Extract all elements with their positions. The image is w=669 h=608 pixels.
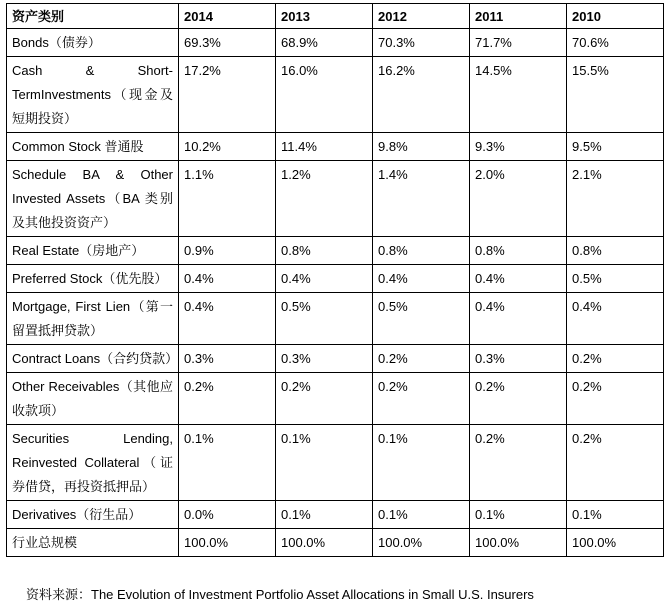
value-cell: 0.8% — [276, 237, 373, 265]
value-cell: 0.0% — [179, 501, 276, 529]
value-cell: 70.3% — [373, 29, 470, 57]
value-cell: 0.5% — [567, 265, 664, 293]
header-year: 2010 — [567, 4, 664, 29]
value-cell: 0.3% — [276, 345, 373, 373]
value-cell: 15.5% — [567, 57, 664, 133]
value-cell: 0.1% — [567, 501, 664, 529]
value-cell: 0.1% — [276, 501, 373, 529]
value-cell: 0.4% — [276, 265, 373, 293]
value-cell: 0.1% — [276, 425, 373, 501]
value-cell: 9.8% — [373, 133, 470, 161]
value-cell: 0.4% — [470, 265, 567, 293]
value-cell: 1.4% — [373, 161, 470, 237]
value-cell: 11.4% — [276, 133, 373, 161]
asset-class-label: Securities Lending, Reinvested Collateral（证券借贷，再投资抵押品） — [7, 425, 179, 501]
table-row — [7, 501, 664, 529]
header-asset-class: 资产类别 — [7, 4, 179, 29]
table-row — [7, 237, 664, 265]
table-row — [7, 293, 664, 345]
asset-class-label: Bonds（债券） — [7, 29, 179, 57]
value-cell: 0.2% — [470, 425, 567, 501]
value-cell: 9.5% — [567, 133, 664, 161]
value-cell: 0.4% — [179, 293, 276, 345]
table-row — [7, 29, 664, 57]
value-cell: 71.7% — [470, 29, 567, 57]
asset-class-label: Derivatives（衍生品） — [7, 501, 179, 529]
header-year: 2013 — [276, 4, 373, 29]
value-cell: 0.5% — [373, 293, 470, 345]
value-cell: 16.2% — [373, 57, 470, 133]
value-cell: 0.2% — [567, 373, 664, 425]
total-label: 行业总规模 — [7, 529, 179, 557]
total-value-cell: 100.0% — [567, 529, 664, 557]
asset-class-label: Contract Loans（合约贷款） — [7, 345, 179, 373]
value-cell: 68.9% — [276, 29, 373, 57]
table-row — [7, 345, 664, 373]
source-note: 资料来源：The Evolution of Investment Portfolio Asset Allocations in Small U.S. Insurers — [26, 587, 534, 602]
value-cell: 2.1% — [567, 161, 664, 237]
value-cell: 0.2% — [179, 373, 276, 425]
value-cell: 0.1% — [373, 501, 470, 529]
value-cell: 0.1% — [373, 425, 470, 501]
value-cell: 0.8% — [567, 237, 664, 265]
asset-class-label: Real Estate（房地产） — [7, 237, 179, 265]
value-cell: 0.4% — [470, 293, 567, 345]
value-cell: 0.5% — [276, 293, 373, 345]
asset-allocation-table — [6, 3, 664, 557]
total-value-cell: 100.0% — [470, 529, 567, 557]
value-cell: 0.8% — [373, 237, 470, 265]
value-cell: 0.2% — [470, 373, 567, 425]
value-cell: 0.3% — [470, 345, 567, 373]
total-row — [7, 529, 664, 557]
value-cell: 0.2% — [373, 345, 470, 373]
table-row — [7, 161, 664, 237]
value-cell: 0.1% — [179, 425, 276, 501]
table-row — [7, 425, 664, 501]
asset-class-label: Cash & Short-TermInvestments（现金及短期投资） — [7, 57, 179, 133]
header-row — [7, 4, 664, 29]
value-cell: 0.3% — [179, 345, 276, 373]
value-cell: 0.4% — [373, 265, 470, 293]
value-cell: 0.2% — [276, 373, 373, 425]
table-row — [7, 373, 664, 425]
value-cell: 0.8% — [470, 237, 567, 265]
value-cell: 70.6% — [567, 29, 664, 57]
asset-class-label: Preferred Stock（优先股） — [7, 265, 179, 293]
value-cell: 1.2% — [276, 161, 373, 237]
total-value-cell: 100.0% — [276, 529, 373, 557]
value-cell: 10.2% — [179, 133, 276, 161]
header-year: 2011 — [470, 4, 567, 29]
header-year: 2012 — [373, 4, 470, 29]
header-year: 2014 — [179, 4, 276, 29]
asset-class-label: Common Stock 普通股 — [7, 133, 179, 161]
asset-class-label: Mortgage, First Lien（第一留置抵押贷款） — [7, 293, 179, 345]
value-cell: 16.0% — [276, 57, 373, 133]
value-cell: 1.1% — [179, 161, 276, 237]
value-cell: 9.3% — [470, 133, 567, 161]
total-value-cell: 100.0% — [373, 529, 470, 557]
asset-class-label: Other Receivables（其他应收款项） — [7, 373, 179, 425]
value-cell: 0.1% — [470, 501, 567, 529]
total-value-cell: 100.0% — [179, 529, 276, 557]
table-row — [7, 265, 664, 293]
value-cell: 17.2% — [179, 57, 276, 133]
value-cell: 0.4% — [567, 293, 664, 345]
value-cell: 0.9% — [179, 237, 276, 265]
table-row — [7, 133, 664, 161]
value-cell: 2.0% — [470, 161, 567, 237]
value-cell: 0.2% — [373, 373, 470, 425]
value-cell: 0.4% — [179, 265, 276, 293]
value-cell: 0.2% — [567, 345, 664, 373]
asset-class-label: Schedule BA & Other Invested Assets（BA 类别及其他投资资产） — [7, 161, 179, 237]
value-cell: 0.2% — [567, 425, 664, 501]
table-row — [7, 57, 664, 133]
value-cell: 69.3% — [179, 29, 276, 57]
value-cell: 14.5% — [470, 57, 567, 133]
